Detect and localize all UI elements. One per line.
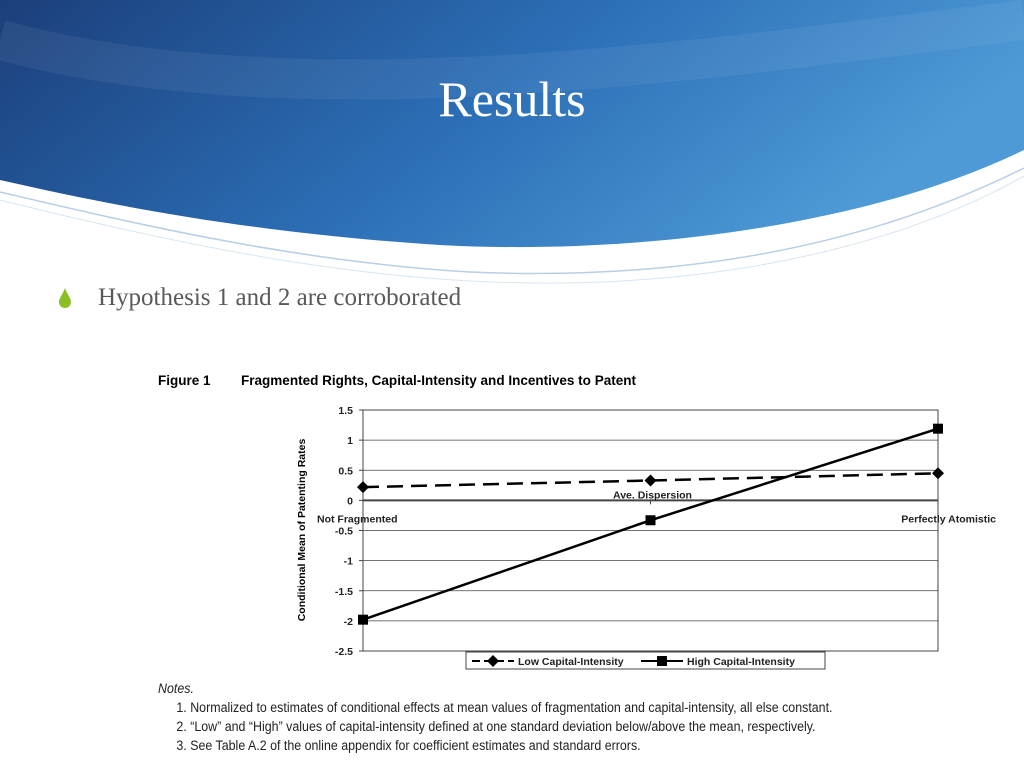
y-tick-label: 1.5 [338, 405, 353, 417]
y-tick-label: -1 [343, 555, 353, 568]
note-2: 2. “Low” and “High” values of capital-intensity defined at one standard deviation below/above the mean, respectively. [176, 719, 816, 734]
legend-marker-2 [657, 656, 667, 666]
slide-title: Results [438, 71, 586, 127]
y-tick-label: 0 [347, 495, 353, 508]
x-category-label: Not Fragmented [317, 513, 398, 526]
y-tick-label: -1.5 [334, 585, 353, 598]
series-2-point [933, 424, 943, 434]
legend-label-1: Low Capital-Intensity [518, 656, 624, 668]
figure-label: Figure 1 [158, 373, 211, 388]
y-axis-label: Conditional Mean of Patenting Rates [296, 438, 308, 622]
y-tick-label: -2 [343, 615, 353, 628]
notes-heading: Notes. [158, 681, 194, 696]
series-2-point [646, 515, 656, 525]
y-tick-label: -0.5 [334, 525, 353, 538]
note-3: 3. See Table A.2 of the online appendix for coefficient estimates and standard errors. [176, 738, 641, 753]
legend-label-2: High Capital-Intensity [687, 656, 795, 668]
y-tick-label: -2.5 [334, 646, 353, 658]
x-category-label: Ave. Dispersion [613, 489, 692, 502]
series-2-point [358, 615, 368, 625]
bullet-text: Hypothesis 1 and 2 are corroborated [98, 284, 462, 311]
note-1: 1. Normalized to estimates of conditional effects at mean values of fragmentation and capital-intensity, all else constant. [176, 700, 833, 715]
x-category-label: Perfectly Atomistic [901, 513, 996, 526]
chart-plot [317, 405, 996, 658]
y-tick-label: 0.5 [338, 465, 353, 478]
figure-notes [158, 681, 912, 755]
chart-legend [466, 652, 825, 669]
y-tick-label: 1 [347, 435, 353, 448]
figure-title: Fragmented Rights, Capital-Intensity and Incentives to Patent [241, 373, 637, 388]
